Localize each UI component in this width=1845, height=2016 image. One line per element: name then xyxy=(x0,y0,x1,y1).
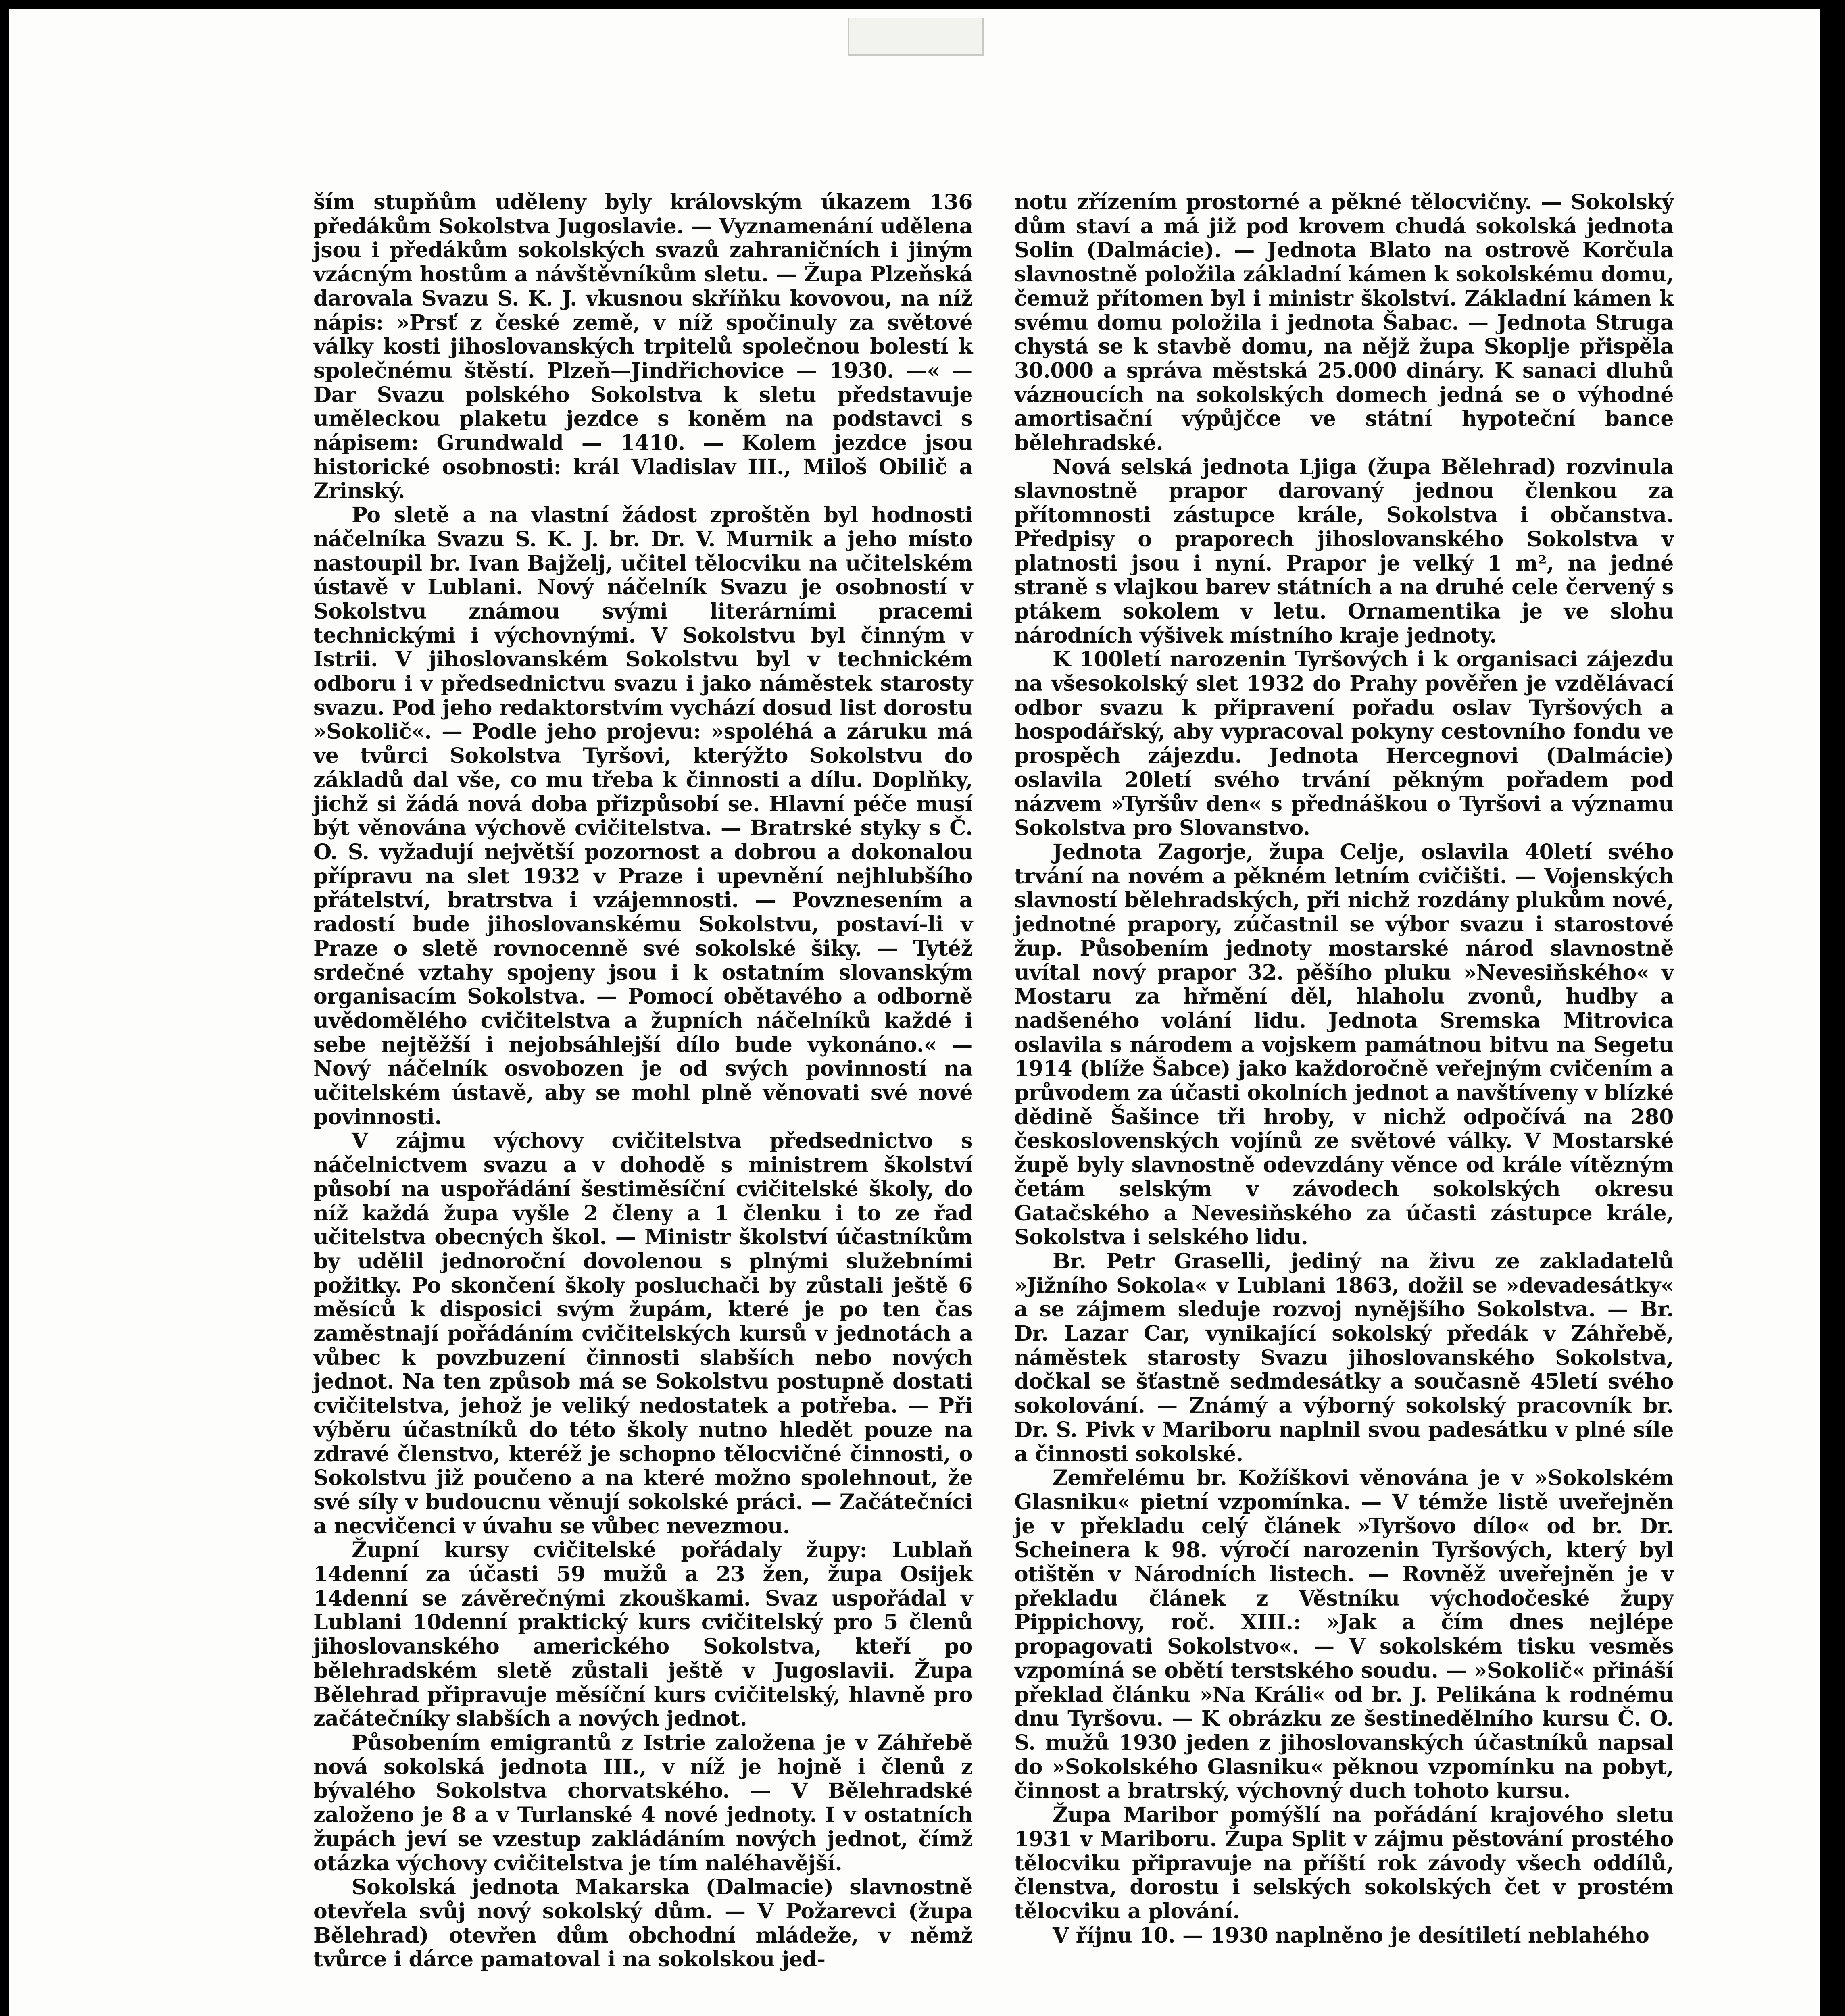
paragraph: Sokolská jednota Makarska (Dalmacie) slavnostně otevřela svůj nový sokolský dům. — V Požarevci (župa Bělehrad) otevřen dům obchodní mládeže, v němž tvůrce i dárce pamatoval i na sokolskou jed- xyxy=(313,1875,973,1972)
left-text-column xyxy=(313,190,973,1972)
paragraph: Působením emigrantů z Istrie založena je v Záhřebě nová sokolská jednota III., v níž je hojně i členů z bývalého Sokolstva chorvatského. — V Bělehradské založeno je 8 a v Turlanské 4 nové jednoty. I v ostatních župách jeví se vzestup zakládáním nových jednot, čímž otázka výchovy cvičitelstva je tím naléhavější. xyxy=(313,1731,973,1876)
paragraph: ším stupňům uděleny byly královským úkazem 136 předákům Sokolstva Jugoslavie. — Vyznamenání udělena jsou i předákům sokolských svazů zahraničních i jiným vzácným hostům a návštěvníkům sletu. — Župa Plzeňská darovala Svazu S. K. J. vkusnou skříňku kovovou, na níž nápis: »Prsť z české země, v níž spočinuly za světové války kosti jihoslovanských trpitelů společnou bolestí k společnému štěstí. Plzeň—Jindřichovice — 1930. —« — Dar Svazu polského Sokolstva k sletu představuje uměleckou plaketu jezdce s koněm na podstavci s nápisem: Grundwald — 1410. — Kolem jezdce jsou historické osobnosti: král Vladislav III., Miloš Obilič a Zrinský. xyxy=(313,190,973,504)
paragraph: notu zřízením prostorné a pěkné tělocvičny. — Sokolský dům staví a má již pod krovem chudá sokolská jednota Solin (Dalmácie). — Jednota Blato na ostrově Korčula slavnostně položila základní kámen k sokolskému domu, čemuž přítomen byl i ministr školství. Základní kámen k svému domu položila i jednota Šabac. — Jednota Struga chystá se k stavbě domu, na nějž župa Skoplje přispěla 30.000 a správa městská 25.000 dináry. K sanaci dluhů vázноucích na sokolských domech jedná se o výhodné amortisační výpůjčce ve státní hypoteční bance bělehradské. xyxy=(1014,190,1674,456)
paragraph: Župa Maribor pomýšlí na pořádání krajového sletu 1931 v Mariboru. Župa Split v zájmu pěstování prostého tělocviku připravuje na příští rok závody všech oddílů, členstva, dorostu i selských sokolských čet v prostém tělocviku a plování. xyxy=(1014,1803,1674,1924)
paragraph: K 100letí narozenin Tyršových i k organisaci zájezdu na všesokolský slet 1932 do Prahy pověřen je vzdělávací odbor svazu k připravení pořadu oslav Tyršových a hospodářský, aby vypracoval pokyny cestovního fondu ve prospěch zájezdu. Jednota Hercegnovi (Dalmácie) oslavila 20letí svého trvání pěkným pořadem pod názvem »Tyršův den« s přednáškou o Tyršovi a významu Sokolstva pro Slovanstvo. xyxy=(1014,647,1674,841)
document-page xyxy=(9,9,1820,2016)
paragraph: Po sletě a na vlastní žádost zproštěn byl hodnosti náčelníka Svazu S. K. J. br. Dr. V. Murnik a jeho místo nastoupil br. Ivan Bajželj, učitel tělocviku na učitelském ústavě v Lublani. Nový náčelník Svazu je osobností v Sokolstvu známou svými literárními pracemi technickými i výchovnými. V Sokolstvu byl činným v Istrii. V jihoslovanském Sokolstvu byl v technickém odboru i v předsednictvu svazu i jako náměstek starosty svazu. Pod jeho redaktorstvím vychází dosud list dorostu »Sokolič«. — Podle jeho projevu: »spoléhá a záruku má ve tvůrci Sokolstva Tyršovi, kterýžto Sokolstvu do základů dal vše, co mu třeba k činnosti a dílu. Doplňky, jichž si žádá nová doba přizpůsobí se. Hlavní péče musí být věnována výchově cvičitelstva. — Bratrské styky s Č. O. S. vyžadují největší pozornost a dobrou a dokonalou přípravu na slet 1932 v Praze i upevnění nejhlubšího přátelství, bratrstva i vzájemnosti. — Povznesením a radostí bude jihoslovanskému Sokolstvu, postaví-li v Praze o sletě rovnocenně své sokolské šiky. — Tytéž srdečné vztahy spojeny jsou i k ostatním slovanským organisacím Sokolstva. — Pomocí obětavého a odborně uvědomělého cvičitelstva a župních náčelníků každé i sebe nejtěžší i nejobsáhlejší dílo bude vykonáno.« — Nový náčelník osvobozen je od svých povinností na učitelském ústavě, aby se mohl plně věnovati své nové povinnosti. xyxy=(313,503,973,1129)
paragraph: Zemřelému br. Kožíškovi věnována je v »Sokolském Glasniku« pietní vzpomínka. — V témže listě uveřejněn je v překladu celý článek »Tyršovo dílo« od br. Dr. Scheinera k 98. výročí narozenin Tyršových, který byl otištěn v Národních listech. — Rovněž uveřejněn je v překladu článek z Věstníku východočeské župy Pippichovy, roč. XIII.: »Jak a čím dnes nejlépe propagovati Sokolstvo«. — V sokolském tisku vesměs vzpomíná se obětí terstského soudu. — »Sokolič« přináší překlad článku »Na Králi« od br. J. Pelikána k rodnému dnu Tyršovu. — K obrázku ze šestinedělního kursu Č. O. S. mužů 1930 jeden z jihoslovanských účastníků napsal do »Sokolského Glasniku« pěknou vzpomínku na pobyt, činnost a bratrský, výchovný duch tohoto kursu. xyxy=(1014,1466,1674,1804)
paragraph: V zájmu výchovy cvičitelstva předsednictvo s náčelnictvem svazu a v dohodě s ministrem školství působí na uspořádání šestiměsíční cvičitelské školy, do níž každá župa vyšle 2 členy a 1 členku i to ze řad učitelstva obecných škol. — Ministr školství účastníkům by udělil jednoroční dovolenou s plnými služebními požitky. Po skončení školy posluchači by zůstali ještě 6 měsíců k disposici svým župám, které je po ten čas zaměstnají pořádáním cvičitelských kursů v jednotách a vůbec k povzbuzení činnosti slabších nebo nových jednot. Na ten způsob má se Sokolstvu postupně dostati cvičitelstva, jehož je veliký nedostatek a potřeba. — Při výběru účastníků do této školy nutno hledět pouze na zdravé členstvo, kteréž je schopno tělocvičné činnosti, o Sokolstvu již poučeno a na které možno spolehnout, že své síly v budoucnu věnují sokolské práci. — Začátečníci a necvičenci v úvahu se vůbec nevezmou. xyxy=(313,1129,973,1539)
paragraph: Br. Petr Graselli, jediný na živu ze zakladatelů »Jižního Sokola« v Lublani 1863, dožil se »devadesátky« a se zájmem sleduje rozvoj nynějšího Sokolstva. — Br. Dr. Lazar Car, vynikající sokolský předák v Záhřebě, náměstek starosty Svazu jihoslovanského Sokolstva, dočkal se šťastně sedmdesátky a současně 45letí svého sokolování. — Známý a výborný sokolský pracovník br. Dr. S. Pivk v Mariboru naplnil svou padesátku v plné síle a činnosti sokolské. xyxy=(1014,1249,1674,1466)
paragraph: V říjnu 10. — 1930 naplněno je desítiletí neblahého xyxy=(1053,1923,1649,1948)
paragraph: Nová selská jednota Ljiga (župa Bělehrad) rozvinula slavnostně prapor darovaný jednou členkou za přítomnosti zástupce krále, Sokolstva i občanstva. Předpisy o praporech jihoslovanského Sokolstva v platnosti jsou i nyní. Prapor je velký 1 m², na jedné straně s vlajkou barev státních a na druhé cele červený s ptákem sokolem v letu. Ornamentika je ve slohu národních výšivek místního kraje jednoty. xyxy=(1014,454,1674,648)
scan-edge-mark xyxy=(848,18,984,56)
right-text-column xyxy=(1014,190,1674,1947)
paragraph: Jednota Zagorje, župa Celje, oslavila 40letí svého trvání na novém a pěkném letním cvičišti. — Vojenských slavností bělehradských, při nichž rozdány plukům nové, jednotné prapory, zúčastnil se výbor svazu i starostové žup. Působením jednoty mostarské národ slavnostně uvítal nový prapor 32. pěšího pluku »Nevesiňského« v Mostaru za hřmění děl, hlaholu zvonů, hudby a nadšeného volání lidu. Jednota Sremska Mitrovica oslavila s národem a vojskem památnou bitvu na Segetu 1914 (blíže Šabce) jako každoročně veřejným cvičením a průvodem za účasti okolních jednot a navštíveny v blízké dědině Šašince tři hroby, v nichž odpočívá na 280 československých vojínů ze světové války. V Mostarské župě byly slavnostně odevzdány věnce od krále vítězným četám selským v závodech sokolských okresu Gatačského a Nevesiňského za účasti zástupce krále, Sokolstva i selského lidu. xyxy=(1014,839,1674,1250)
paragraph: Župní kursy cvičitelské pořádaly župy: Lublaň 14denní za účasti 59 mužů a 23 žen, župa Osijek 14denní se závěrečnými zkouškami. Svaz uspořádal v Lublani 10denní praktický kurs cvičitelský pro 5 členů jihoslovanského amerického Sokolstva, kteří po bělehradském sletě zůstali ještě v Jugoslavii. Župa Bělehrad připravuje měsíční kurs cvičitelský, hlavně pro začátečníky slabších a nových jednot. xyxy=(313,1538,973,1731)
